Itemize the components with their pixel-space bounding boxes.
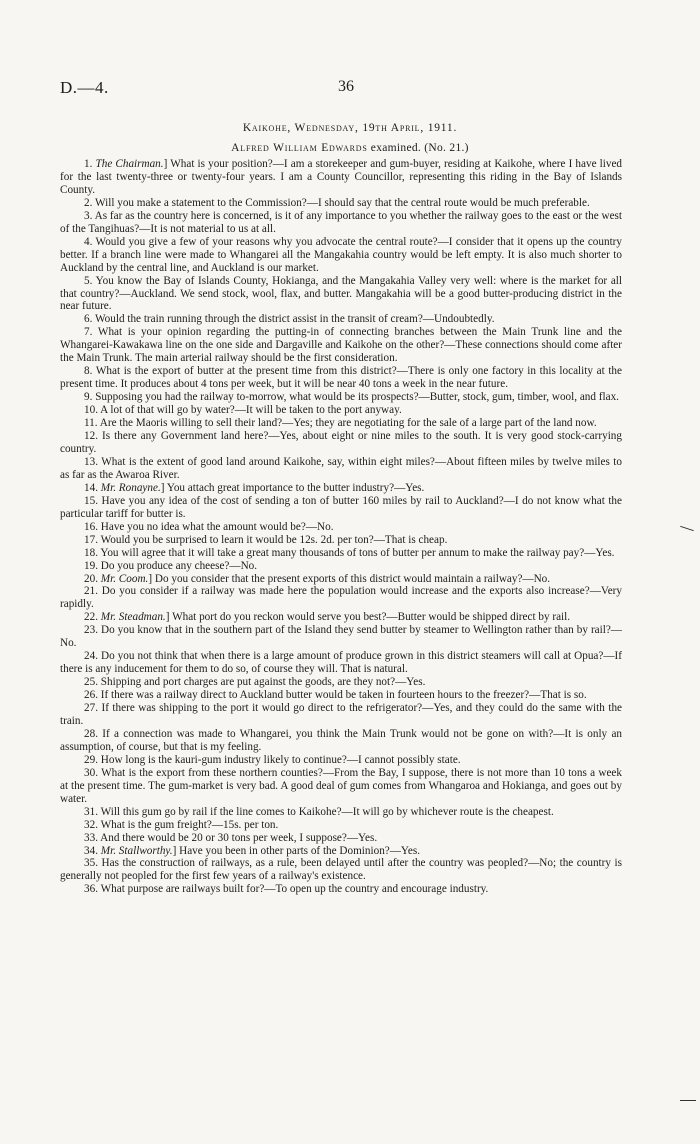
question-text: What is the export from these northern counties?—From the Bay, I suppose, there is not more than 10 tons a week at the present time. The gum-market is very bad. A good deal of gum comes from Whangaroa and Hokianga, and goes out by water. [60, 766, 622, 805]
question-list [60, 158, 622, 896]
question-paragraph [60, 767, 622, 806]
question-number: 6. [84, 313, 93, 326]
question-paragraph [60, 857, 622, 883]
question-paragraph [60, 676, 622, 689]
question-number: 35. [84, 857, 98, 870]
question-paragraph [60, 365, 622, 391]
question-number: 19. [84, 559, 98, 572]
question-speaker: Mr. Steadman. [100, 611, 166, 624]
question-number: 16. [84, 520, 98, 533]
witness-name: Alfred William Edwards [231, 142, 368, 154]
question-number: 29. [84, 753, 98, 766]
question-text: Would you give a few of your reasons why you advocate the central route?—I consider that it opens up the country better. If a branch line were made to Whangarei all the Mangakahia country would be left empty. It is also much shorter to Auckland by the central line, and Auckland is our market. [60, 235, 622, 274]
question-number: 27. [84, 702, 98, 715]
question-number: 25. [84, 676, 98, 689]
question-text: Have you no idea what the amount would be?—No. [100, 520, 334, 533]
question-text: A lot of that will go by water?—It will be taken to the port anyway. [100, 404, 402, 417]
question-paragraph [60, 689, 622, 702]
question-speaker: Mr. Coom. [100, 572, 149, 585]
question-paragraph: 22. Mr. Steadman.] What port do you reckon would serve you best?—Butter would be shipped direct by rail. [84, 611, 571, 624]
question-paragraph [60, 806, 622, 819]
question-text: You will agree that it will take a great many thousands of tons of butter per annum to make the railway pay?—Yes. [100, 546, 615, 559]
question-paragraph [60, 456, 622, 482]
question-number: 13. [84, 455, 98, 468]
question-text: As far as the country here is concerned, is it of any importance to you whether the railway goes to the east or the west of the Tangihuas?—It is not material to us at all. [60, 209, 622, 235]
question-number: 8. [84, 365, 93, 378]
question-text: You attach great importance to the butter industry?—Yes. [166, 481, 425, 494]
question-paragraph [60, 883, 622, 896]
question-paragraph [60, 624, 622, 650]
question-text: Will you make a statement to the Commission?—I should say that the central route would be much preferable. [95, 196, 590, 209]
question-number: 14. [84, 481, 98, 494]
witness-status: examined. [370, 142, 422, 154]
question-text: If a connection was made to Whangarei, you think the Main Trunk would not be gone on with?—It is only an assumption, of course, but that is my feeling. [60, 727, 623, 753]
question-text: Have you been in other parts of the Dominion?—Yes. [179, 844, 421, 857]
question-number: 2. [84, 196, 93, 209]
question-number: 24. [84, 650, 98, 663]
question-paragraph [60, 754, 622, 767]
question-text: Shipping and port charges are put against the goods, are they not?—Yes. [100, 676, 426, 689]
question-text: Do you produce any cheese?—No. [100, 559, 258, 572]
question-number: 7. [84, 326, 93, 339]
question-text: Supposing you had the railway to-morrow, what would be its prospects?—Butter, stock, gum, timber, wool, and flax. [95, 391, 619, 404]
question-paragraph [60, 547, 622, 560]
question-text: What port do you reckon would serve you best?—Butter would be shipped direct by rail. [172, 611, 571, 624]
question-number: 36. [84, 883, 98, 896]
question-paragraph: 1. The Chairman.] What is your position?—I am a storekeeper and gum-buyer, residing at Kaikohe, where I have lived for the last twenty-three or twenty-four years. I am a County Councillor, representing this riding in the Bay of Islands County. [60, 158, 623, 196]
question-number: 30. [84, 766, 98, 779]
question-text: If there was a railway direct to Auckland butter would be taken in fourteen hours to the freezer?—That is so. [100, 689, 587, 702]
question-text: Would you be surprised to learn it would be 12s. 2d. per ton?—That is cheap. [100, 533, 448, 546]
question-paragraph [60, 832, 622, 845]
question-number: 23. [84, 624, 98, 637]
question-paragraph [60, 430, 622, 456]
question-paragraph [60, 560, 622, 573]
question-paragraph [60, 702, 622, 728]
question-paragraph [60, 236, 622, 275]
question-paragraph [60, 650, 622, 676]
question-speaker: Mr. Stallworthy. [100, 844, 173, 857]
question-text: And there would be 20 or 30 tons per week, I suppose?—Yes. [100, 831, 378, 844]
question-text: Do you consider that the present exports of this district would maintain a railway?—No. [154, 572, 551, 585]
question-number: 12. [84, 430, 98, 443]
question-paragraph [60, 495, 622, 521]
question-speaker: The Chairman. [95, 158, 164, 170]
date-line: Kaikohe, Wednesday, 19th April, 1911. [242, 122, 458, 134]
question-paragraph [60, 326, 622, 365]
question-paragraph [60, 534, 622, 547]
question-text: Do you consider if a railway was made here the population would increase and the exports also increase?—Very rapidly. [60, 585, 622, 611]
question-number: 15. [84, 494, 98, 507]
question-number: 5. [84, 274, 93, 287]
question-text: Do you not think that when there is a large amount of produce grown in this district steamers will call at Opua?—If there is any inducement for them to do so, of course they will. That is natural. [60, 650, 622, 676]
page-number: 36 [338, 78, 354, 95]
question-paragraph [60, 728, 622, 754]
question-number: 10. [84, 404, 98, 417]
question-number: 21. [84, 585, 98, 598]
question-paragraph [60, 521, 622, 534]
question-paragraph [60, 210, 622, 236]
question-paragraph: 20. Mr. Coom.] Do you consider that the present exports of this district would maintain a railway?—No. [84, 572, 551, 585]
question-number: 34. [84, 844, 98, 857]
question-text: You know the Bay of Islands County, Hokianga, and the Mangakahia Valley very well: where is the market for all that country?—Auckland. We send stock, wool, flax, and butter. Mangakahia will be a good butter-producing district in the near future. [60, 274, 622, 313]
question-text: Do you know that in the southern part of the Island they send butter by steamer to Wellington rather than by rail?—No. [60, 624, 622, 650]
question-paragraph [60, 313, 622, 326]
question-text: Will this gum go by rail if the line comes to Kaikohe?—It will go by whichever route is the cheapest. [100, 805, 554, 818]
question-number: 31. [84, 805, 98, 818]
margin-mark [680, 526, 694, 531]
question-text: What is your position?—I am a storekeeper and gum-buyer, residing at Kaikohe, where I have lived for the last twenty-three or twenty-four years. I am a County Councillor, representing this riding in the Bay of Islands County. [60, 158, 623, 196]
question-text: What purpose are railways built for?—To open up the country and encourage industry. [100, 883, 489, 896]
question-number: 3. [84, 209, 93, 222]
question-text: If there was shipping to the port it would go direct to the refrigerator?—Yes, and they could do the same with the train. [60, 702, 623, 727]
question-number: 22. [84, 611, 98, 624]
question-text: Are the Maoris willing to sell their land?—Yes; they are negotiating for the sale of a large part of the land now. [99, 417, 597, 430]
question-speaker: Mr. Ronayne. [100, 481, 161, 494]
question-text: Have you any idea of the cost of sending a ton of butter 160 miles by rail to Auckland?—I do not know what the particular tariff for butter is. [60, 494, 622, 520]
question-number: 33. [84, 831, 98, 844]
question-number: 9. [84, 391, 93, 404]
witness-line [0, 142, 700, 154]
question-number: 20. [84, 572, 98, 585]
question-paragraph [60, 417, 622, 430]
question-number: 11. [84, 417, 98, 430]
witness-number: (No. 21.) [424, 142, 469, 154]
question-text: How long is the kauri-gum industry likely to continue?—I cannot possibly state. [100, 753, 461, 766]
question-paragraph: 14. Mr. Ronayne.] You attach great importance to the butter industry?—Yes. [84, 481, 425, 494]
question-number: 26. [84, 689, 98, 702]
question-text: Would the train running through the district assist in the transit of cream?—Undoubtedly. [95, 313, 495, 326]
question-paragraph: 34. Mr. Stallworthy.] Have you been in other parts of the Dominion?—Yes. [84, 844, 421, 857]
question-number: 1. [84, 158, 93, 170]
margin-mark [680, 1100, 696, 1101]
question-text: What is the extent of good land around Kaikohe, say, within eight miles?—About fifteen miles by twelve miles to as far as the Awaroa River. [60, 455, 622, 481]
question-paragraph [60, 197, 622, 210]
question-paragraph [60, 819, 622, 832]
question-number: 28. [84, 727, 98, 740]
question-text: What is your opinion regarding the putting-in of connecting branches between the Main Trunk line and the Whangarei-Kawakawa line on the one side and Dargaville and Kaikohe on the other?—These connections should come after the Main Trunk. The main arterial railway should be the first consideration. [60, 326, 622, 365]
question-number: 17. [84, 533, 98, 546]
question-paragraph [60, 391, 622, 404]
question-text: What is the gum freight?—15s. per ton. [100, 818, 279, 831]
question-text: What is the export of butter at the present time from this district?—There is only one factory in this locality at the present time. It produces about 4 tons per week, but it will be near 40 tons a week in the near future. [60, 365, 622, 391]
question-number: 18. [84, 546, 98, 559]
page-code: D.—4. [60, 78, 109, 97]
question-paragraph [60, 404, 622, 417]
question-paragraph [60, 275, 622, 314]
question-text: Is there any Government land here?—Yes, about eight or nine miles to the south. It is very good stock-carrying country. [60, 430, 622, 455]
question-number: 4. [84, 235, 93, 248]
question-text: Has the construction of railways, as a rule, been delayed until after the country was peopled?—No; the country is generally not peopled for the first few years of a railway's existence. [60, 857, 622, 883]
question-paragraph [60, 585, 622, 611]
question-number: 32. [84, 818, 98, 831]
